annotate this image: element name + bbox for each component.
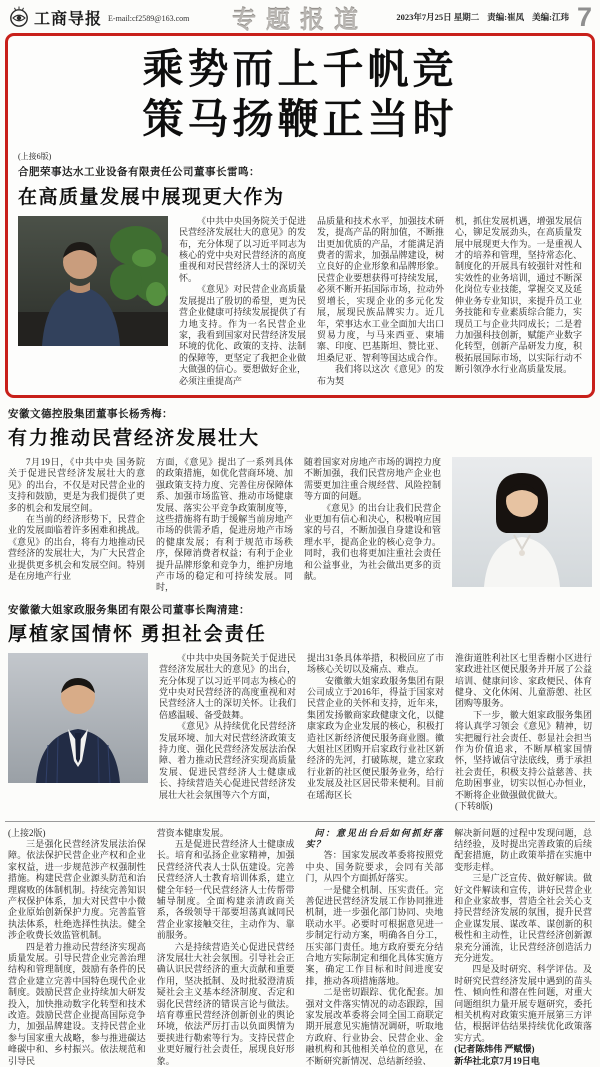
section2-body — [8, 457, 592, 594]
bottom-column-3 — [306, 828, 444, 1067]
section3-body — [8, 653, 592, 813]
lead-column-1 — [179, 216, 306, 387]
qa-question: 问：意见出台后如何抓好落实？ — [306, 828, 444, 851]
byline: (记者陈炜伟 严赋憬) — [454, 1044, 592, 1055]
dateline: 新华社北京7月19日电 — [454, 1056, 592, 1067]
section2-headline: 有力推动民营经济发展壮大 — [8, 423, 592, 450]
paragraph: 《意见》对民营企业高质量发展提出了殷切的希望，更为民营企业健康可持续发展提供了有力地支持。作为一名民营企业家，我看到国家对民营经济发展环境的优化、政策的支持、法制的保障等，更坚定了我把企业做大做强的信心。要想做好企业，必须注重提高产 — [179, 284, 306, 387]
bottom-column-1 — [8, 828, 146, 1067]
newspaper-logo-icon — [8, 6, 30, 28]
lead-headline-line2: 策马扬鞭正当时 — [18, 94, 582, 144]
paragraph: 五是促进民营经济人士健康成长。培育和弘扬企业家精神，加强民营经济代表人士队伍建设。完善民营经济人士教育培训体系，建立健全年轻一代民营经济人士传帮带辅导制度。全面构建亲清政商关系，各级领导干部要坦荡真诚同民营企业家接触交往，主动作为、靠前服务。 — [157, 839, 295, 942]
lead-headline-line1: 乘势而上千帆竞 — [18, 44, 582, 94]
section2-kicker: 安徽文德控股集团董事长杨秀梅： — [8, 406, 592, 421]
section3-headline: 厚植家国情怀 勇担社会责任 — [8, 619, 592, 646]
paragraph: 营资本健康发展。 — [157, 828, 295, 839]
section-title: 专题报道 — [232, 0, 368, 35]
paragraph: 三是广泛宣传、做好解读。做好文件解读和宣传，讲好民营企业和企业家故事，营造全社会关心支持民营经济发展的氛围，提升民营企业谋发展、谋改革、谋创新的积极性和主动性，让民营经济创新源泉充分涌流，让民营经济创造活力充分迸发。 — [454, 873, 592, 964]
continued-from-note: (上接2版) — [8, 828, 146, 839]
bottom-continuation — [5, 828, 595, 1067]
paragraph: 六是持续营造关心促进民营经济发展壮大社会氛围。引导社会正确认识民营经济的重大贡献和重要作用，坚决抵制、及时批驳澄清质疑社会主义基本经济制度、否定和弱化民营经济的错误言论与做法。培育尊重民营经济创新创业的舆论环境，依法严厉打击以负面舆情为要挟进行勒索等行为。支持民营企业更好履行社会责任，展现良好形象。 — [157, 942, 295, 1067]
section3-column-2 — [307, 653, 444, 813]
continued-to-note: (下转8版) — [455, 801, 592, 812]
paragraph: 随着国家对房地产市场的调控力度不断加强，我们民营房地产企业也需要更加注重合规经营、风险控制等方面的问题。 — [304, 457, 441, 503]
paragraph: 四是着力推动民营经济实现高质量发展。引导民营企业完善治理结构和管理制度，鼓励有条件的民营企业建立完善中国特色现代企业制度。鼓励民营企业持续加大研发投入，加快推动数字化转型和技术改造。鼓励民营企业提高国际竞争力，加强品牌建设。支持民营企业参与国家重大战略，参与推进碳达峰碳中和、乡村振兴。依法规范和引导民 — [8, 942, 146, 1067]
paragraph: 四是及时研究、科学评估。及时研究民营经济发展中遇到的苗头性、倾向性和潜在性问题，对重大问题组织力量开展专题研究，委托相关机构对政策实施开展第三方评估，根据评估结果持续优化政策落实方式。 — [454, 964, 592, 1044]
lead-column-2 — [317, 216, 444, 387]
section2-column-2 — [156, 457, 293, 594]
paragraph: 提出31条具体举措，积极回应了市场核心关切以及痛点、难点。 — [307, 653, 444, 676]
designer-credit: 美编:江玮 — [532, 11, 569, 23]
paragraph: 一是健全机制、压实责任。完善促进民营经济发展工作协同推进机制，进一步强化部门协同、央地联动水平。必要时可根据意见进一步制定行动方案，明确各自分工，压实部门责任。地方政府要充分结合地方实际制定和细化具体实施方案，确定工作目标和时间进度安排，推动各项措施落地。 — [306, 885, 444, 988]
section3-column-3 — [455, 653, 592, 813]
section-tao-qingjian — [5, 602, 595, 813]
paragraph: 《意见》的出台让我们民营企业更加有信心和决心，积极响应国家的号召，不断加强自身建设和管理水平，提高企业的核心竞争力。同时，我们也将更加注重社会责任和公益事业，为社会做出更多的贡献。 — [304, 503, 441, 583]
masthead — [5, 3, 595, 31]
lead-column-3 — [455, 216, 582, 387]
paragraph: 方面，《意见》提出了一系列具体的政策措施，如优化营商环境、加强政策支持力度、完善住房保障体系、加强市场监管、推动市场健康发展、落实公平竞争政策制度等，这些措施将有助于缓解当前房地产市场的供需矛盾，促进房地产市场的健康发展；有利于规范市场秩序，保障消费者权益；有利于企业提升品牌形象和竞争力，维护房地产市场的稳定和可持续发展。同时， — [156, 457, 293, 594]
paragraph: 品质量和技术水平，加强技术研发，提高产品的附加值，不断推出更加优质的产品，才能满足消费者的需求，加强品牌建设，树立良好的企业形象和品牌形象。民营企业要想获得可持续发展，必须不断开拓国际市场，拉动外贸增长，实现企业的多元化发展，展现民族品牌实力。近几年，荣事达水工业全面加大出口贸易力度，与马来西亚、柬埔寨、印度、巴基斯坦、赞比亚、坦桑尼亚、智利等国达成合作。 — [317, 216, 444, 364]
paragraph: 安徽徽大姐家政服务集团有限公司成立于2016年，得益于国家对民营企业的关怀和支持，近年来，集团发扬徽商家政健康文化，以健康家政为企业发展的核心，积极打造社区新经济便民服务商业圈。徽大姐社区团购开启家政行业社区新经济的先河，打破陈规，建立家政行业新的社区便民服务业务，给行业发展及社区居民带来便利。目前在瑶海区长 — [307, 676, 444, 801]
paragraph: 《中共中央国务院关于促进民营经济发展壮大的意见》的发布，充分体现了以习近平同志为核心的党中央对民营经济的高度重视和对民营经济人士的深切关怀。 — [179, 216, 306, 284]
paragraph: 解决新问题的过程中发现问题，总结经验，及时提出完善政策的后续配套措施，防止政策举措在实施中变形走样。 — [454, 828, 592, 874]
portrait-yang-xiumei-photo — [452, 457, 592, 594]
lead-headline — [18, 44, 582, 145]
paragraph: 在当前的经济形势下，民营企业的发展面临着许多困难和挑战。《意见》的出台，将有力地推动民营经济的发展壮大，为广大民营企业提供更多机会和发展空间。特别是在房地产行业 — [8, 514, 145, 582]
portrait-tao-qingjian-photo — [8, 653, 148, 813]
qa-answer: 答：国家发展改革委将按照党中央、国务院要求，会同有关部门，从四个方面抓好落实。 — [306, 850, 444, 884]
section3-column-1 — [159, 653, 296, 813]
issue-date: 2023年7月25日 星期二 — [396, 11, 479, 23]
editor-credit: 责编:崔凤 — [487, 11, 524, 23]
lead-kicker: 合肥荣事达水工业设备有限责任公司董事长雷鸣： — [18, 164, 582, 179]
continued-from-note: (上接6版) — [18, 151, 582, 162]
lead-body — [18, 216, 582, 387]
paragraph: 三是强化民营经济发展法治保障。依法保护民营企业产权和企业家权益，进一步规范涉产权强制性措施。构建民营企业源头防范和治理腐败的体制机制。持续完善知识产权保护体系，加大对民营中小微企业原始创新保护力度。完善监管执法体系，杜绝选择性执法。健全涉企收费长效监管机制。 — [8, 839, 146, 942]
section2-column-3 — [304, 457, 441, 594]
paper-name: 工商导报 — [34, 6, 102, 29]
section2-column-1 — [8, 457, 145, 594]
section3-kicker: 安徽徽大姐家政服务集团有限公司董事长陶清建： — [8, 602, 592, 617]
paragraph: 《中共中央国务院关于促进民营经济发展壮大的意见》的出台，充分体现了以习近平同志为核心的党中央对民营经济的高度重视和对民营经济人士的深切关怀。让我们倍感温暖、备受鼓舞。 — [159, 653, 296, 721]
portrait-lei-ming-photo — [18, 216, 168, 387]
paragraph: 下一步，徽大姐家政服务集团将认真学习领会《意见》精神，切实把履行社会责任、彰显社会担当作为价值追求，不断厚植家国情怀，坚持诚信守法底线，勇于承担社会责任，积极支持公益慈善、扶危助困事业，切实以恒心办恒业，不断将企业做强做优做大。 — [455, 710, 592, 801]
paragraph: 7月19日，《中共中央 国务院关于促进民营经济发展壮大的意见》的出台，不仅是对民营企业的支持和鼓励，更是为我们提供了更多的机会和发展空间。 — [8, 457, 145, 514]
section-yang-xiumei — [5, 406, 595, 594]
lead-story-box — [5, 33, 595, 398]
paragraph: 二是密切跟踪、优化配套。加强对文件落实情况的动态跟踪，国家发展改革委将会同全国工商联定期开展意见实施情况调研，听取地方政府、行业协会、民营企业、金融机构和其他相关单位的意见，在不断研究新情况、总结新经验、 — [306, 987, 444, 1067]
paragraph: 淮街道胜利社区七里香榭小区进行家政进社区便民服务并开展了公益培训、健康问诊、家政便民、体育健身、文化休闲、儿童游憩、社区团购等服务。 — [455, 653, 592, 710]
paragraph: 我们将以这次《意见》的发布为契 — [317, 364, 444, 387]
section-divider — [5, 821, 595, 822]
masthead-right — [368, 4, 592, 31]
bottom-column-2 — [157, 828, 295, 1067]
bottom-column-4 — [454, 828, 592, 1067]
lead-subhead: 在高质量发展中展现更大作为 — [18, 182, 582, 209]
masthead-email: E-mail:cf2589@163.com — [108, 14, 189, 23]
masthead-left — [8, 6, 232, 29]
page-number: 7 — [577, 4, 592, 31]
paragraph: 《意见》从持续优化民营经济发展环境、加大对民营经济政策支持力度、强化民营经济发展法治保障、着力推动民营经济实现高质量发展、促进民营经济人士健康成长、持续营造关心促进民营经济发展壮大社会氛围等六个方面， — [159, 721, 296, 801]
paragraph: 机，抓住发展机遇，增强发展信心，铆足发展劲头，在高质量发展中展现更大作为。一是重视人才的培养和管理，坚持常态化、制度化的开展具有较强针对性和实效性的业务培训，通过不断深化岗位专业技能，掌握交叉及延伸业务专业知识，来提升员工业务技能和专业素质综合能力，实现员工与企业共同成长；二是着力加强科技创新，赋能产业数字化转型，创新产品研发力度，积极拓展国际市场，以实际行动不断引领净水行业高质量发展。 — [455, 216, 582, 376]
